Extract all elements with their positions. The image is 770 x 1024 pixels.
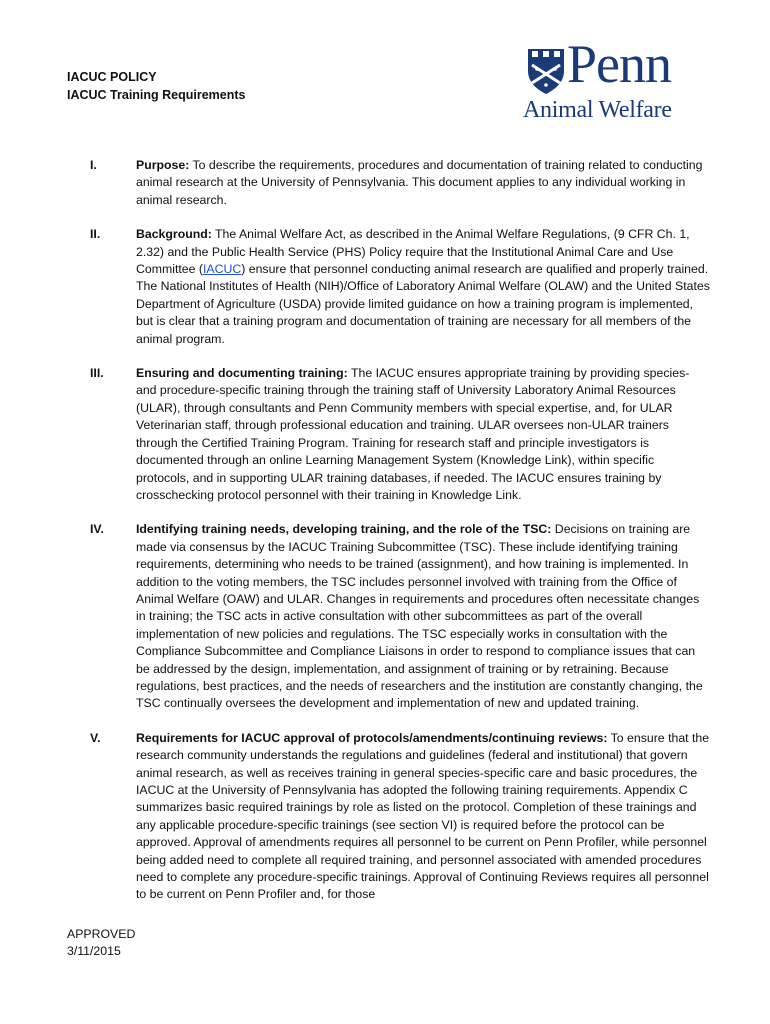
section-number: IV. — [90, 522, 104, 537]
section-text: Decisions on training are made via consensus by the IACUC Training Subcommittee (TSC). These include identifying training requirements, determining who needs to be trained (assignment), and how training is implemented. In addition to the voting members, the TSC includes personnel involved with training from the Office of Animal Welfare (OAW) and ULAR. Changes in requirements and procedures often necessitate changes in training; the TSC acts in active consultation with other subcommittees as part of the overall implementation of new policies and regulations. The TSC especially works in consultation with the Compliance Subcommittee and Compliance Liaisons in order to respond to compliance issues that can be addressed by the design, implementation, and assignment of training or by retraining. Because regulations, best practices, and the needs of researchers and the institution are constantly changing, the TSC continually oversees the development and implementation of new and updated training. — [136, 522, 703, 711]
section-background — [90, 226, 710, 348]
approved-date: 3/11/2015 — [67, 944, 121, 958]
approval-stamp — [67, 926, 135, 960]
penn-animal-welfare-logo — [520, 34, 710, 128]
section-number: I. — [90, 158, 97, 172]
section-number: V. — [90, 730, 101, 745]
section-text: The Animal Welfare Act, as described in the Animal Welfare Regulations, (9 CFR Ch. 1, 2.32) and the Public Health Service (PHS) Policy require that the Institutional Animal Care and Use Committee ( — [136, 227, 690, 277]
section-number: II. — [90, 227, 101, 242]
section-heading: Requirements for IACUC approval of protocols/amendments/continuing reviews: — [136, 730, 608, 745]
policy-title: IACUC POLICY — [67, 70, 157, 84]
section-requirements — [90, 730, 710, 904]
section-heading: Purpose: — [136, 158, 190, 172]
section-ensuring-training — [90, 365, 710, 504]
section-heading: Ensuring and documenting training: — [136, 366, 348, 381]
section-purpose — [90, 157, 710, 209]
section-text: The IACUC ensures appropriate training by providing species- and procedure-specific training through the training staff of University Laboratory Animal Resources (ULAR), through consultants and Penn Community members with special expertise, and, for ULAR Veterinarian staff, through professional education and training. ULAR oversees non-ULAR trainers through the Certified Training Program. Training for research staff and principle investigators is documented through an online Learning Management System (Knowledge Link), within specific protocols, and in supporting ULAR training databases, if needed. The IACUC ensures training by crosschecking protocol personnel with their training in Knowledge Link. — [136, 366, 690, 502]
logo-animal-welfare: Animal Welfare — [523, 97, 672, 123]
logo-penn-wordmark: Penn — [567, 34, 671, 94]
section-heading: Identifying training needs, developing training, and the role of the TSC: — [136, 522, 552, 537]
section-number: III. — [90, 366, 104, 381]
section-text-continued: ) ensure that personnel conducting animal research are qualified and properly trained. The National Institutes of Health (NIH)/Office of Laboratory Animal Welfare (OLAW) and the United States Department of Agriculture (USDA) provide limited guidance on how a training program is implemented, but is clear that a training program and documentation of training are necessary for all members of the animal program. — [136, 262, 710, 346]
section-identifying-needs — [90, 521, 710, 712]
approved-label: APPROVED — [67, 927, 136, 941]
document-header — [67, 68, 246, 104]
section-text: To ensure that the research community understands the regulations and guidelines (federal and institutional) that govern animal research, as well as receives training in general species-specific care and basic procedures, the IACUC at the University of Pennsylvania has adopted the following training requirements. Appendix C summarizes basic required trainings by role as listed on the protocol. Completion of these trainings and any applicable procedure-specific trainings (see section VI) is required before the protocol can be approved. Approval of amendments requires all personnel to be current on Penn Profiler, while personnel being added need to complete all required training, and personnel associated with amended procedures need to complete any procedure-specific trainings. Approval of Continuing Reviews requires all personnel to be current on Penn Profiler and, for those — [136, 730, 710, 902]
section-text: To describe the requirements, procedures and documentation of training related to conducting animal research at the University of Pennsylvania. This document applies to any individual working in animal research. — [136, 158, 703, 207]
policy-sections — [90, 157, 710, 921]
section-heading: Background: — [136, 227, 212, 242]
penn-shield-icon — [526, 47, 566, 95]
policy-subtitle: IACUC Training Requirements — [67, 88, 246, 102]
iacuc-link[interactable]: IACUC — [202, 262, 242, 277]
